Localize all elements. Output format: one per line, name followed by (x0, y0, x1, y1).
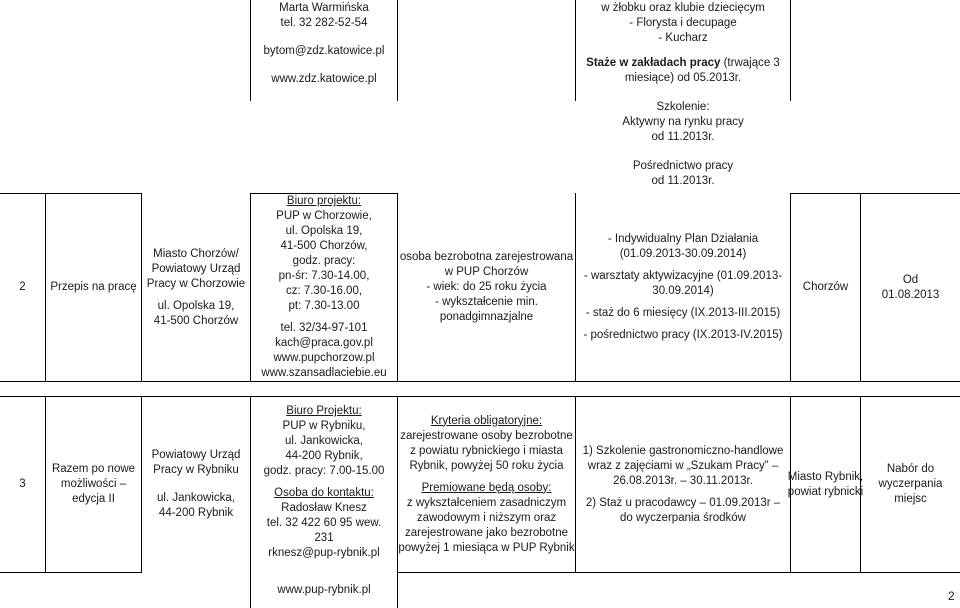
project-name-line: Razem po nowe (51, 463, 136, 475)
contact-line: pn-śr: 7.30-14.00, (278, 270, 370, 282)
contact-line: ul. Opolska 19, (285, 225, 363, 237)
target-line: zawodowym i niższym oraz (416, 511, 557, 524)
organizer-cell (142, 194, 250, 381)
organizer-address: 44-200 Rybnik (158, 507, 234, 519)
contact-line: godz. pracy: 7.00-15.00 (263, 465, 385, 477)
target-group-cell (398, 194, 575, 381)
grid-line (0, 572, 141, 573)
offer-line: - warsztaty aktywizacyjne (01.09.2013- (583, 270, 783, 282)
szkolenie-name: Aktywny na rynku pracy (622, 116, 744, 128)
date-line: wyczerpania (878, 478, 943, 490)
target-line: osoba bezrobotna zarejestrowana (399, 251, 574, 263)
offer-line: do wyczerpania środków (620, 511, 746, 524)
offer-line: 1) Szkolenie gastronomiczno-handlowe (582, 444, 784, 457)
contact-title: Biuro Projektu: (286, 405, 362, 417)
grid-line (790, 0, 791, 101)
contact-name: Marta Warmińska (279, 2, 369, 14)
project-name-line: możliwości – (60, 478, 127, 490)
offer-line: 26.08.2013r. – 30.11.2013r. (613, 474, 753, 487)
target-line: zarejestrowane jako bezrobotne (404, 526, 569, 539)
offer-line: - Indywidualny Plan Działania (607, 233, 759, 245)
place-cell (787, 397, 864, 572)
contact-line: 41-500 Chorzów, (280, 240, 368, 252)
offer-line: 2) Staż u pracodawcy – 01.09.2013r – (585, 496, 781, 509)
target-line: w PUP Chorzów (444, 266, 529, 278)
contact-line: PUP w Rybniku, (282, 420, 366, 432)
target-line: Rybnik, powyżej 50 roku życia (409, 459, 564, 472)
posrednictwo-date: od 11.2013r. (651, 175, 715, 187)
offer-line: w żłobku oraz klubie dziecięcym (601, 2, 765, 14)
target-group-cell (398, 397, 575, 572)
premium-title: Premiowane będą osoby: (421, 481, 552, 494)
target-line: ponadgimnazjalne (439, 311, 534, 323)
grid-line (397, 572, 960, 573)
target-line: z wykształceniem zasadniczym (406, 496, 567, 509)
row-number: 2 (19, 281, 26, 293)
place-cell (791, 194, 860, 381)
contact-email[interactable]: kach@praca.gov.pl (275, 337, 373, 349)
row-number-cell (0, 194, 45, 381)
contact-phone: tel. 32 422 60 95 wew. (266, 517, 382, 529)
contact-cell (251, 404, 397, 608)
contact-website[interactable]: www.pup-rybnik.pl (277, 584, 371, 596)
staze-bold-label: Staże w zakładach pracy (586, 57, 721, 69)
grid-line (397, 0, 398, 101)
contact-phone: tel. 32/34-97-101 (280, 322, 368, 334)
contact-email[interactable]: bytom@zdz.katowice.pl (263, 45, 385, 57)
contact-title: Biuro projektu: (286, 195, 362, 207)
date-line: 01.08.2013 (881, 288, 940, 301)
contact-person-title: Osoba do kontaktu: (274, 487, 374, 499)
criteria-title: Kryteria obligatoryjne: (430, 414, 543, 427)
project-name-line: edycja II (72, 493, 115, 505)
target-line: zarejestrowane osoby bezrobotne (400, 429, 573, 442)
organizer-line: Pracy w Rybniku (153, 464, 239, 476)
contact-phone: tel. 32 282-52-54 (280, 17, 368, 29)
offer-line: (01.09.2013-30.09.2014) (619, 248, 747, 260)
date-line: Nabór do (886, 463, 935, 475)
contact-website[interactable]: www.zdz.katowice.pl (271, 73, 377, 85)
organizer-address: ul. Jankowicka, (157, 492, 235, 504)
staze-line (586, 56, 780, 71)
organizer-address: 41-500 Chorzów (153, 314, 239, 327)
project-name: Przepis na pracę (50, 281, 137, 293)
offer-line: - pośrednictwo pracy (IX.2013-IV.2015) (583, 329, 783, 341)
project-name-cell (46, 397, 141, 572)
contact-line: pt: 7.30-13.00 (288, 300, 360, 312)
staze-duration: (trwające 3 (720, 57, 780, 69)
organizer-line: Powiatowy Urząd (151, 262, 241, 275)
offer-cell (576, 397, 790, 572)
posrednictwo-title: Pośrednictwo pracy (632, 160, 734, 172)
contact-email[interactable]: rknesz@pup-rybnik.pl (268, 547, 380, 559)
szkolenie-title: Szkolenie: (656, 101, 710, 113)
offer-line: 30.09.2014) (652, 285, 714, 297)
target-line: z powiatu rybnickiego i miasta (410, 444, 563, 457)
target-line: - wykształcenie min. (435, 296, 538, 308)
row-number-cell (0, 397, 45, 572)
offer-line: - Kucharz (658, 32, 708, 44)
grid-line (0, 381, 960, 382)
contact-person: Radosław Knesz (281, 502, 367, 514)
staze-date: miesiące) od 05.2013r. (624, 72, 742, 84)
contact-line: cz: 7.30-16.00, (285, 285, 363, 297)
target-line: powyżej 1 miesiąca w PUP Rybnik (398, 541, 575, 554)
target-line: - wiek: do 25 roku życia (426, 281, 547, 293)
szkolenie-date: od 11.2013r. (651, 131, 715, 143)
contact-phone-ext: 231 (314, 532, 334, 544)
page-number: 2 (948, 589, 955, 603)
project-name-cell (46, 194, 141, 381)
date-line: Od (902, 273, 919, 286)
organizer-line: Powiatowy Urząd (151, 449, 241, 461)
contact-line: 44-200 Rybnik, (285, 450, 363, 462)
row1-offer-cell (576, 1, 790, 189)
place-line: Miasto Rybnik, (787, 470, 864, 483)
offer-cell (576, 194, 790, 381)
offer-line: - Florysta i decupage (629, 17, 737, 29)
place-line: powiat rybnicki (787, 485, 864, 498)
contact-line: godz. pracy: (292, 255, 356, 267)
contact-website[interactable]: www.szansadlaciebie.eu (261, 367, 387, 379)
row1-contact-cell (251, 1, 397, 87)
offer-line: - staż do 6 miesięcy (IX.2013-III.2015) (585, 307, 781, 319)
organizer-address: ul. Opolska 19, (157, 299, 235, 312)
organizer-line: Pracy w Chorzowie (146, 277, 246, 290)
organizer-cell (142, 397, 250, 572)
contact-line: PUP w Chorzowie, (276, 210, 372, 222)
contact-website[interactable]: www.pupchorzow.pl (273, 352, 375, 364)
row-number: 3 (19, 478, 26, 490)
date-cell (861, 397, 960, 572)
date-line: miejsc (894, 493, 927, 505)
offer-line: wraz z zajęciami w „Szukam Pracy” – (587, 459, 779, 472)
organizer-line: Miasto Chorzów/ (153, 247, 239, 260)
place-text: Chorzów (802, 281, 849, 293)
contact-cell (251, 194, 397, 381)
contact-line: ul. Jankowicka, (285, 435, 363, 447)
date-cell (861, 194, 960, 381)
